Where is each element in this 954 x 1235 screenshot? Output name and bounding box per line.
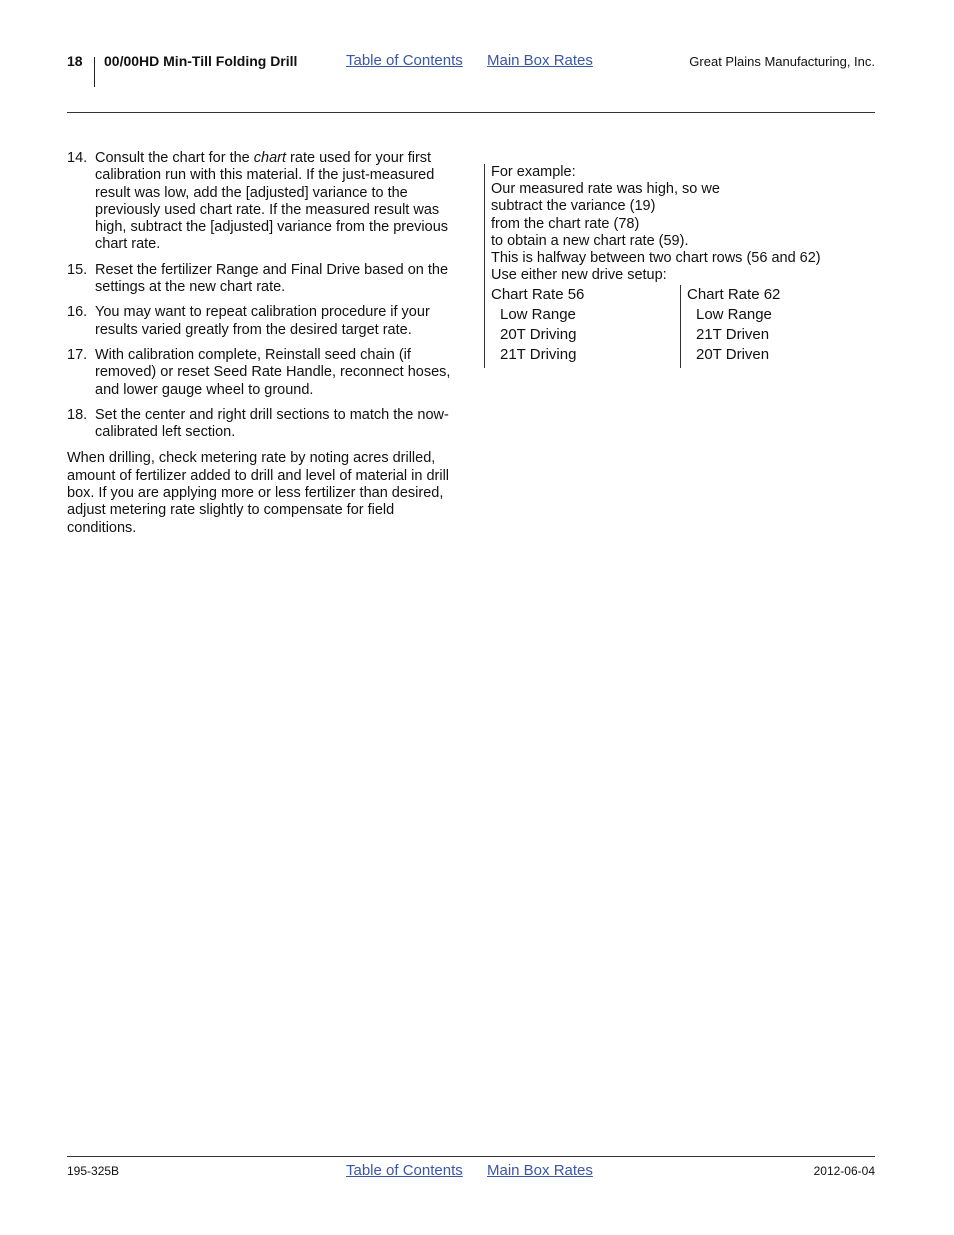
step-text-pre: Consult the chart for the bbox=[95, 150, 254, 166]
procedure-steps bbox=[67, 150, 459, 441]
option-sprocket: 21T Driving bbox=[500, 346, 577, 363]
step-16 bbox=[67, 304, 459, 339]
step-17 bbox=[67, 347, 459, 399]
step-text: You may want to repeat calibration procedure if your results varied greatly from the desired target rate. bbox=[95, 304, 430, 338]
footer-main-box-rates-link[interactable]: Main Box Rates bbox=[487, 1162, 593, 1179]
page-footer bbox=[67, 1160, 875, 1184]
step-text-emphasis: chart bbox=[253, 150, 287, 166]
example-line: This is halfway between two chart rows (56 and 62) bbox=[491, 250, 821, 267]
document-title: 00/00HD Min-Till Folding Drill bbox=[104, 53, 298, 69]
step-18 bbox=[67, 407, 459, 442]
header-main-box-rates-link[interactable]: Main Box Rates bbox=[487, 52, 593, 69]
example-line: For example: bbox=[491, 164, 576, 180]
page-header bbox=[67, 50, 875, 90]
step-number: 18. bbox=[67, 406, 88, 423]
publication-date: 2012-06-04 bbox=[813, 1164, 875, 1178]
example-line: from the chart rate (78) bbox=[491, 215, 640, 232]
option-chart-rate-62 bbox=[680, 285, 877, 368]
step-text: With calibration complete, Reinstall seed chain (if removed) or reset Seed Rate Handle, reconnect hoses, and lower gauge wheel to ground. bbox=[95, 346, 451, 398]
footer-toc-link[interactable]: Table of Contents bbox=[346, 1162, 463, 1179]
step-number: 14. bbox=[67, 150, 88, 166]
drive-setup-options bbox=[485, 285, 875, 368]
option-title: Chart Rate 62 bbox=[687, 286, 781, 303]
option-range: Low Range bbox=[500, 306, 576, 323]
header-rule bbox=[67, 112, 875, 113]
option-chart-rate-56 bbox=[491, 285, 679, 368]
step-number: 15. bbox=[67, 261, 88, 278]
example-text bbox=[485, 164, 875, 284]
option-range: Low Range bbox=[696, 306, 772, 323]
example-line: Use either new drive setup: bbox=[491, 267, 667, 284]
option-sprocket: 20T Driven bbox=[696, 346, 770, 363]
example-line: to obtain a new chart rate (59). bbox=[491, 232, 689, 249]
step-14 bbox=[67, 150, 459, 254]
option-sprocket: 20T Driving bbox=[500, 326, 577, 343]
header-toc-link[interactable]: Table of Contents bbox=[346, 52, 463, 69]
company-name: Great Plains Manufacturing, Inc. bbox=[689, 54, 875, 69]
option-title: Chart Rate 56 bbox=[491, 286, 585, 303]
step-15 bbox=[67, 262, 459, 297]
step-number: 16. bbox=[67, 304, 88, 321]
header-divider bbox=[94, 57, 95, 87]
example-line: Our measured rate was high, so we bbox=[491, 181, 720, 198]
footer-rule bbox=[67, 1156, 875, 1157]
step-text: Reset the fertilizer Range and Final Drive based on the settings at the new chart rate. bbox=[95, 261, 449, 296]
step-text-post: rate used for your first calibration run with this material. If the just-measured result was low, add the [adjusted] variance to the previously used chart rate. If the measured result was high, subtract the [adjusted] variance from the previous chart rate. bbox=[95, 150, 449, 253]
step-number: 17. bbox=[67, 346, 88, 363]
document-code: 195-325B bbox=[67, 1164, 120, 1178]
step-text: Set the center and right drill sections to match the now-calibrated left section. bbox=[95, 406, 449, 441]
page-number: 18 bbox=[67, 53, 83, 69]
example-line: subtract the variance (19) bbox=[491, 198, 656, 215]
example-box bbox=[484, 164, 875, 368]
option-sprocket: 21T Driven bbox=[696, 326, 770, 343]
closing-paragraph: When drilling, check metering rate by noting acres drilled, amount of fertilizer added to drill and level of material in drill box. If you are applying more or less fertilizer than desired, adjust metering rate slightly to compensate for field conditions. bbox=[67, 450, 450, 536]
left-column bbox=[67, 150, 459, 537]
